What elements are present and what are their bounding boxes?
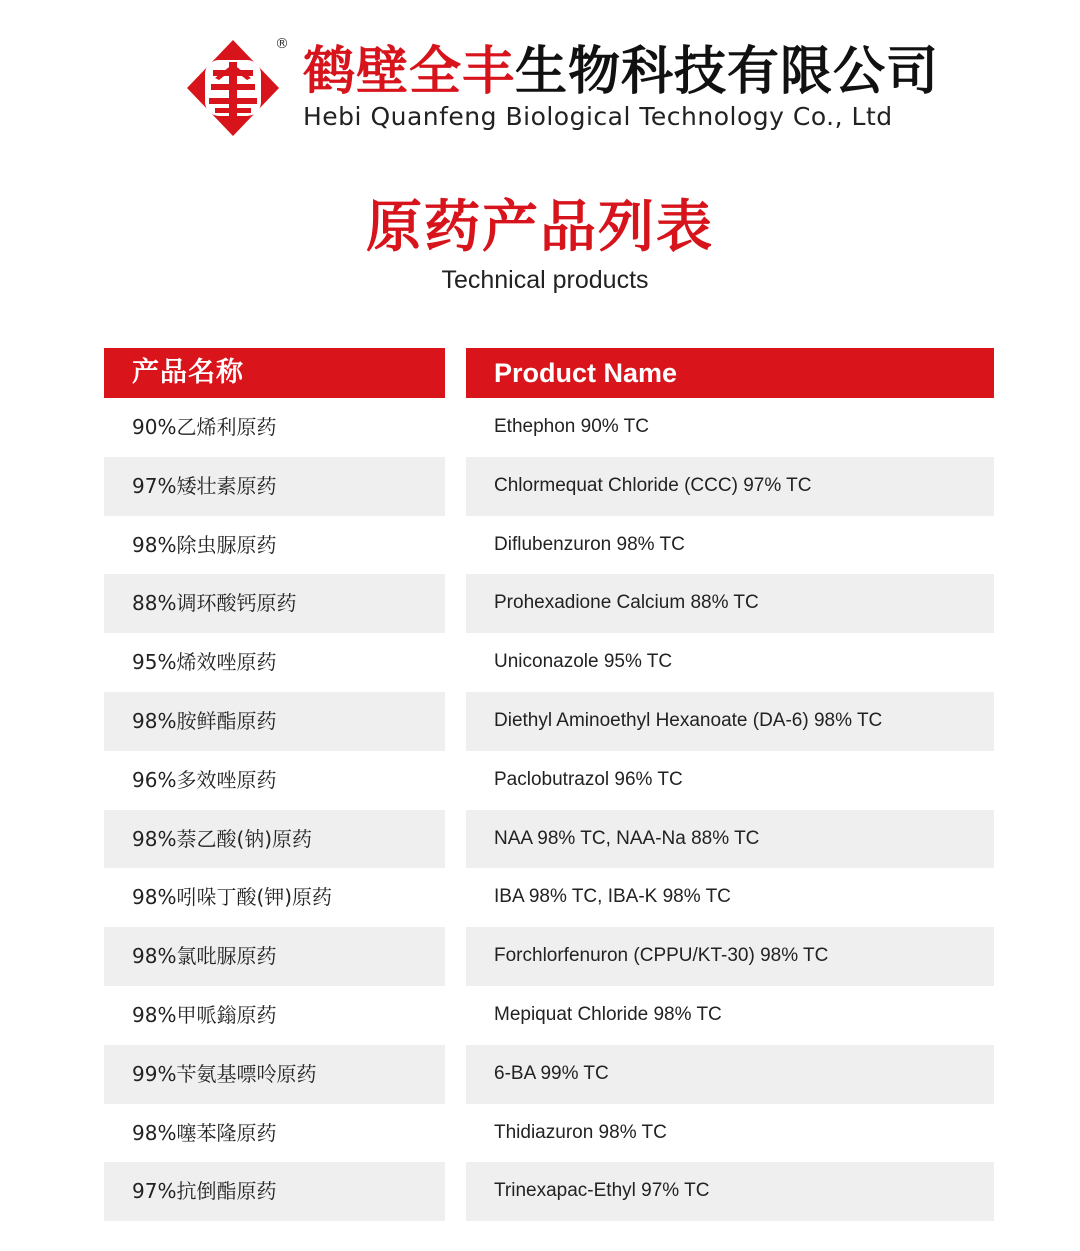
product-name-en: Chlormequat Chloride (CCC) 97% TC bbox=[466, 457, 994, 516]
product-name-en: Trinexapac-Ethyl 97% TC bbox=[466, 1162, 994, 1221]
product-name-cn: 90%乙烯利原药 bbox=[132, 415, 277, 439]
table-row bbox=[104, 1045, 994, 1104]
product-name-en: IBA 98% TC, IBA-K 98% TC bbox=[494, 886, 731, 908]
table-row bbox=[104, 810, 994, 869]
product-table bbox=[104, 348, 994, 1221]
product-name-cn: 98%甲哌鎓原药 bbox=[132, 1002, 277, 1027]
product-name-cn: 98%除虫脲原药 bbox=[132, 532, 277, 557]
product-name-cn: 97%矮壮素原药 bbox=[104, 457, 445, 516]
company-name-cn-red: 鹤壁全丰 bbox=[303, 42, 516, 102]
product-name-en: Mepiquat Chloride 98% TC bbox=[494, 1003, 722, 1025]
product-name-en: Diflubenzuron 98% TC bbox=[494, 533, 685, 555]
table-row bbox=[104, 516, 994, 575]
table-row bbox=[104, 692, 994, 751]
company-logo-icon bbox=[185, 38, 281, 138]
product-name-en: Thidiazuron 98% TC bbox=[494, 1121, 667, 1143]
product-name-en: Uniconazole 95% TC bbox=[494, 651, 673, 673]
product-name-cn: 95%烯效唑原药 bbox=[132, 650, 277, 675]
product-name-cn: 96%多效唑原药 bbox=[132, 767, 277, 792]
product-name-en: Prohexadione Calcium 88% TC bbox=[466, 574, 994, 633]
table-row bbox=[104, 751, 994, 810]
table-row bbox=[104, 986, 994, 1045]
company-name-cn-black: 生物科技有限公司 bbox=[515, 42, 940, 102]
page-title-en: Technical products bbox=[441, 266, 649, 294]
table-row bbox=[104, 1162, 994, 1221]
header-product-name-en: Product Name bbox=[466, 348, 994, 398]
product-name-en: 6-BA 99% TC bbox=[466, 1045, 994, 1104]
product-name-en: Diethyl Aminoethyl Hexanoate (DA-6) 98% TC bbox=[466, 692, 994, 751]
table-row bbox=[104, 927, 994, 986]
product-name-cn: 98%胺鲜酯原药 bbox=[104, 692, 445, 751]
header-product-name-cn: 产品名称 bbox=[104, 348, 445, 398]
table-header-row bbox=[104, 348, 994, 398]
product-name-cn: 97%抗倒酯原药 bbox=[104, 1162, 445, 1221]
product-name-cn: 98%噻苯隆原药 bbox=[132, 1120, 277, 1145]
product-name-cn: 98%吲哚丁酸(钾)原药 bbox=[132, 885, 333, 910]
brand-header bbox=[185, 36, 940, 140]
company-name-en: Hebi Quanfeng Biological Technology Co., Ltd bbox=[303, 102, 893, 131]
table-row bbox=[104, 868, 994, 927]
product-name-cn: 88%调环酸钙原药 bbox=[104, 574, 445, 633]
table-row bbox=[104, 633, 994, 692]
product-name-cn: 99%苄氨基嘌呤原药 bbox=[104, 1045, 445, 1104]
registered-mark: ® bbox=[275, 36, 289, 52]
company-name-cn bbox=[303, 42, 939, 102]
table-row bbox=[104, 457, 994, 516]
table-row bbox=[104, 574, 994, 633]
product-name-cn: 98%萘乙酸(钠)原药 bbox=[104, 810, 445, 869]
table-row bbox=[104, 398, 994, 457]
table-row bbox=[104, 1104, 994, 1163]
product-name-en: Ethephon 90% TC bbox=[494, 416, 649, 437]
page-title-cn: 原药产品列表 bbox=[366, 195, 714, 260]
product-name-en: Forchlorfenuron (CPPU/KT-30) 98% TC bbox=[466, 927, 994, 986]
product-name-en: Paclobutrazol 96% TC bbox=[494, 768, 683, 790]
product-name-en: NAA 98% TC, NAA-Na 88% TC bbox=[466, 810, 994, 869]
product-name-cn: 98%氯吡脲原药 bbox=[104, 927, 445, 986]
